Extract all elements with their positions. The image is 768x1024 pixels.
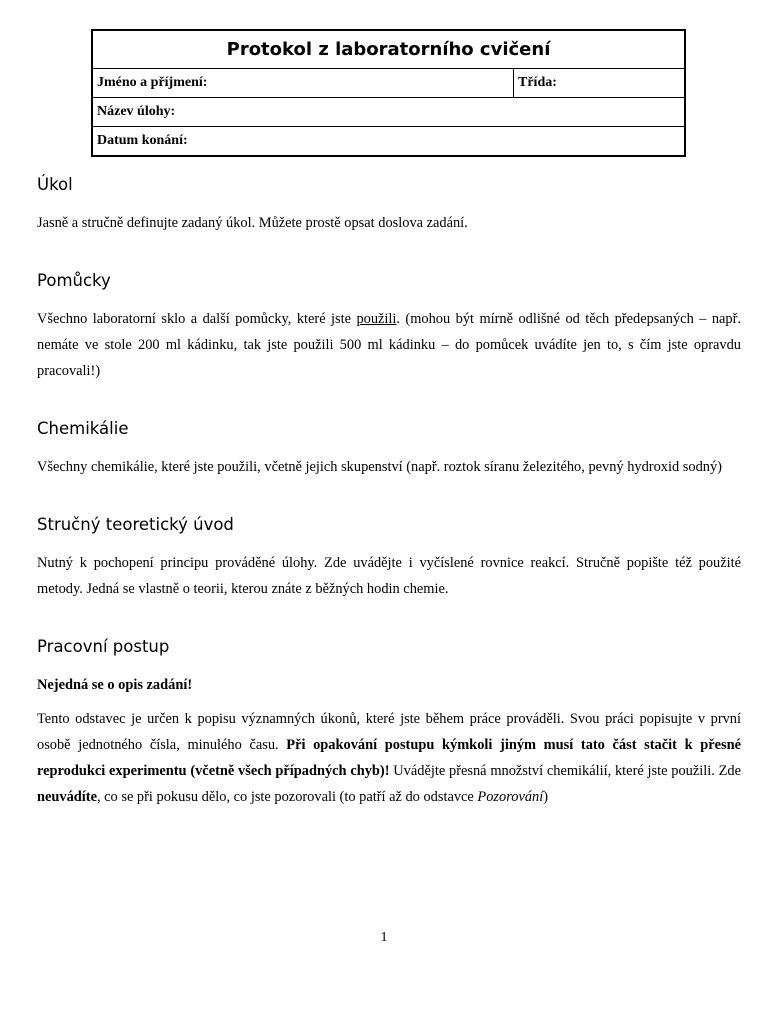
page-number: 1	[380, 930, 388, 945]
protocol-title: Protokol z laboratorního cvičení	[93, 31, 684, 69]
section-heading-ukol: Úkol	[37, 175, 73, 194]
date-row	[93, 127, 684, 155]
postup-bold-word: neuvádíte	[37, 789, 97, 805]
postup-text-a: Tento odstavec je určen k popisu významných úkonů, které jste během práce prováděli. Svou práci popisujte v první osobě jednotného čísla, minulého času.	[37, 711, 741, 753]
section-heading-pomucky: Pomůcky	[37, 271, 111, 290]
section-heading-postup: Pracovní postup	[37, 637, 170, 656]
protocol-header-table	[91, 29, 686, 157]
task-label: Název úlohy:	[97, 104, 176, 119]
postup-italic-word: Pozorování	[477, 789, 544, 805]
class-label: Třída:	[518, 75, 557, 90]
task-row	[93, 98, 684, 127]
section-text-ukol: Jasně a stručně definujte zadaný úkol. Můžete prostě opsat doslova zadání.	[37, 215, 468, 231]
section-text-pomucky	[37, 306, 741, 384]
pomucky-text-a: Všechno laboratorní sklo a další pomůcky, které jste	[37, 311, 357, 327]
postup-note: Nejedná se o opis zadání!	[37, 677, 193, 693]
section-text-uvod: Nutný k pochopení principu prováděné úlohy. Zde uvádějte i vyčíslené rovnice reakcí. Stručně popište též použité metody. Jedná se vlastně o teorii, kterou znáte z běžných hodin chemie.	[37, 555, 741, 597]
name-label: Jméno a příjmení:	[93, 69, 514, 97]
document-body	[37, 170, 741, 810]
section-text-chemikalie: Všechny chemikálie, které jste použili, včetně jejich skupenství (např. roztok síranu železitého, pevný hydroxid sodný)	[37, 459, 722, 475]
section-heading-chemikalie: Chemikálie	[37, 419, 129, 438]
postup-text-c: , co se při pokusu dělo, co jste pozorovali (to patří až do odstavce	[96, 789, 478, 805]
pomucky-underlined-word: použili	[356, 311, 397, 327]
name-class-row	[93, 69, 684, 98]
postup-text-d: )	[543, 789, 549, 805]
postup-bold-text: Při opakování postupu kýmkoli jiným musí tato část stačit k přesné reprodukci experimentu (včetně všech případných chyb)!	[37, 737, 741, 779]
section-heading-uvod: Stručný teoretický úvod	[37, 515, 234, 534]
pomucky-text-b: . (mohou být mírně odlišné od těch předepsaných – např. nemáte ve stole 200 ml kádinku, tak jste použili 500 ml kádinku – do pomůcek uvádíte jen to, s čím jste opravdu pracovali!)	[37, 311, 741, 379]
postup-text-b: Uvádějte přesná množství chemikálií, které jste použili. Zde	[389, 763, 741, 779]
date-label: Datum konání:	[97, 133, 188, 148]
section-text-postup	[37, 706, 741, 810]
